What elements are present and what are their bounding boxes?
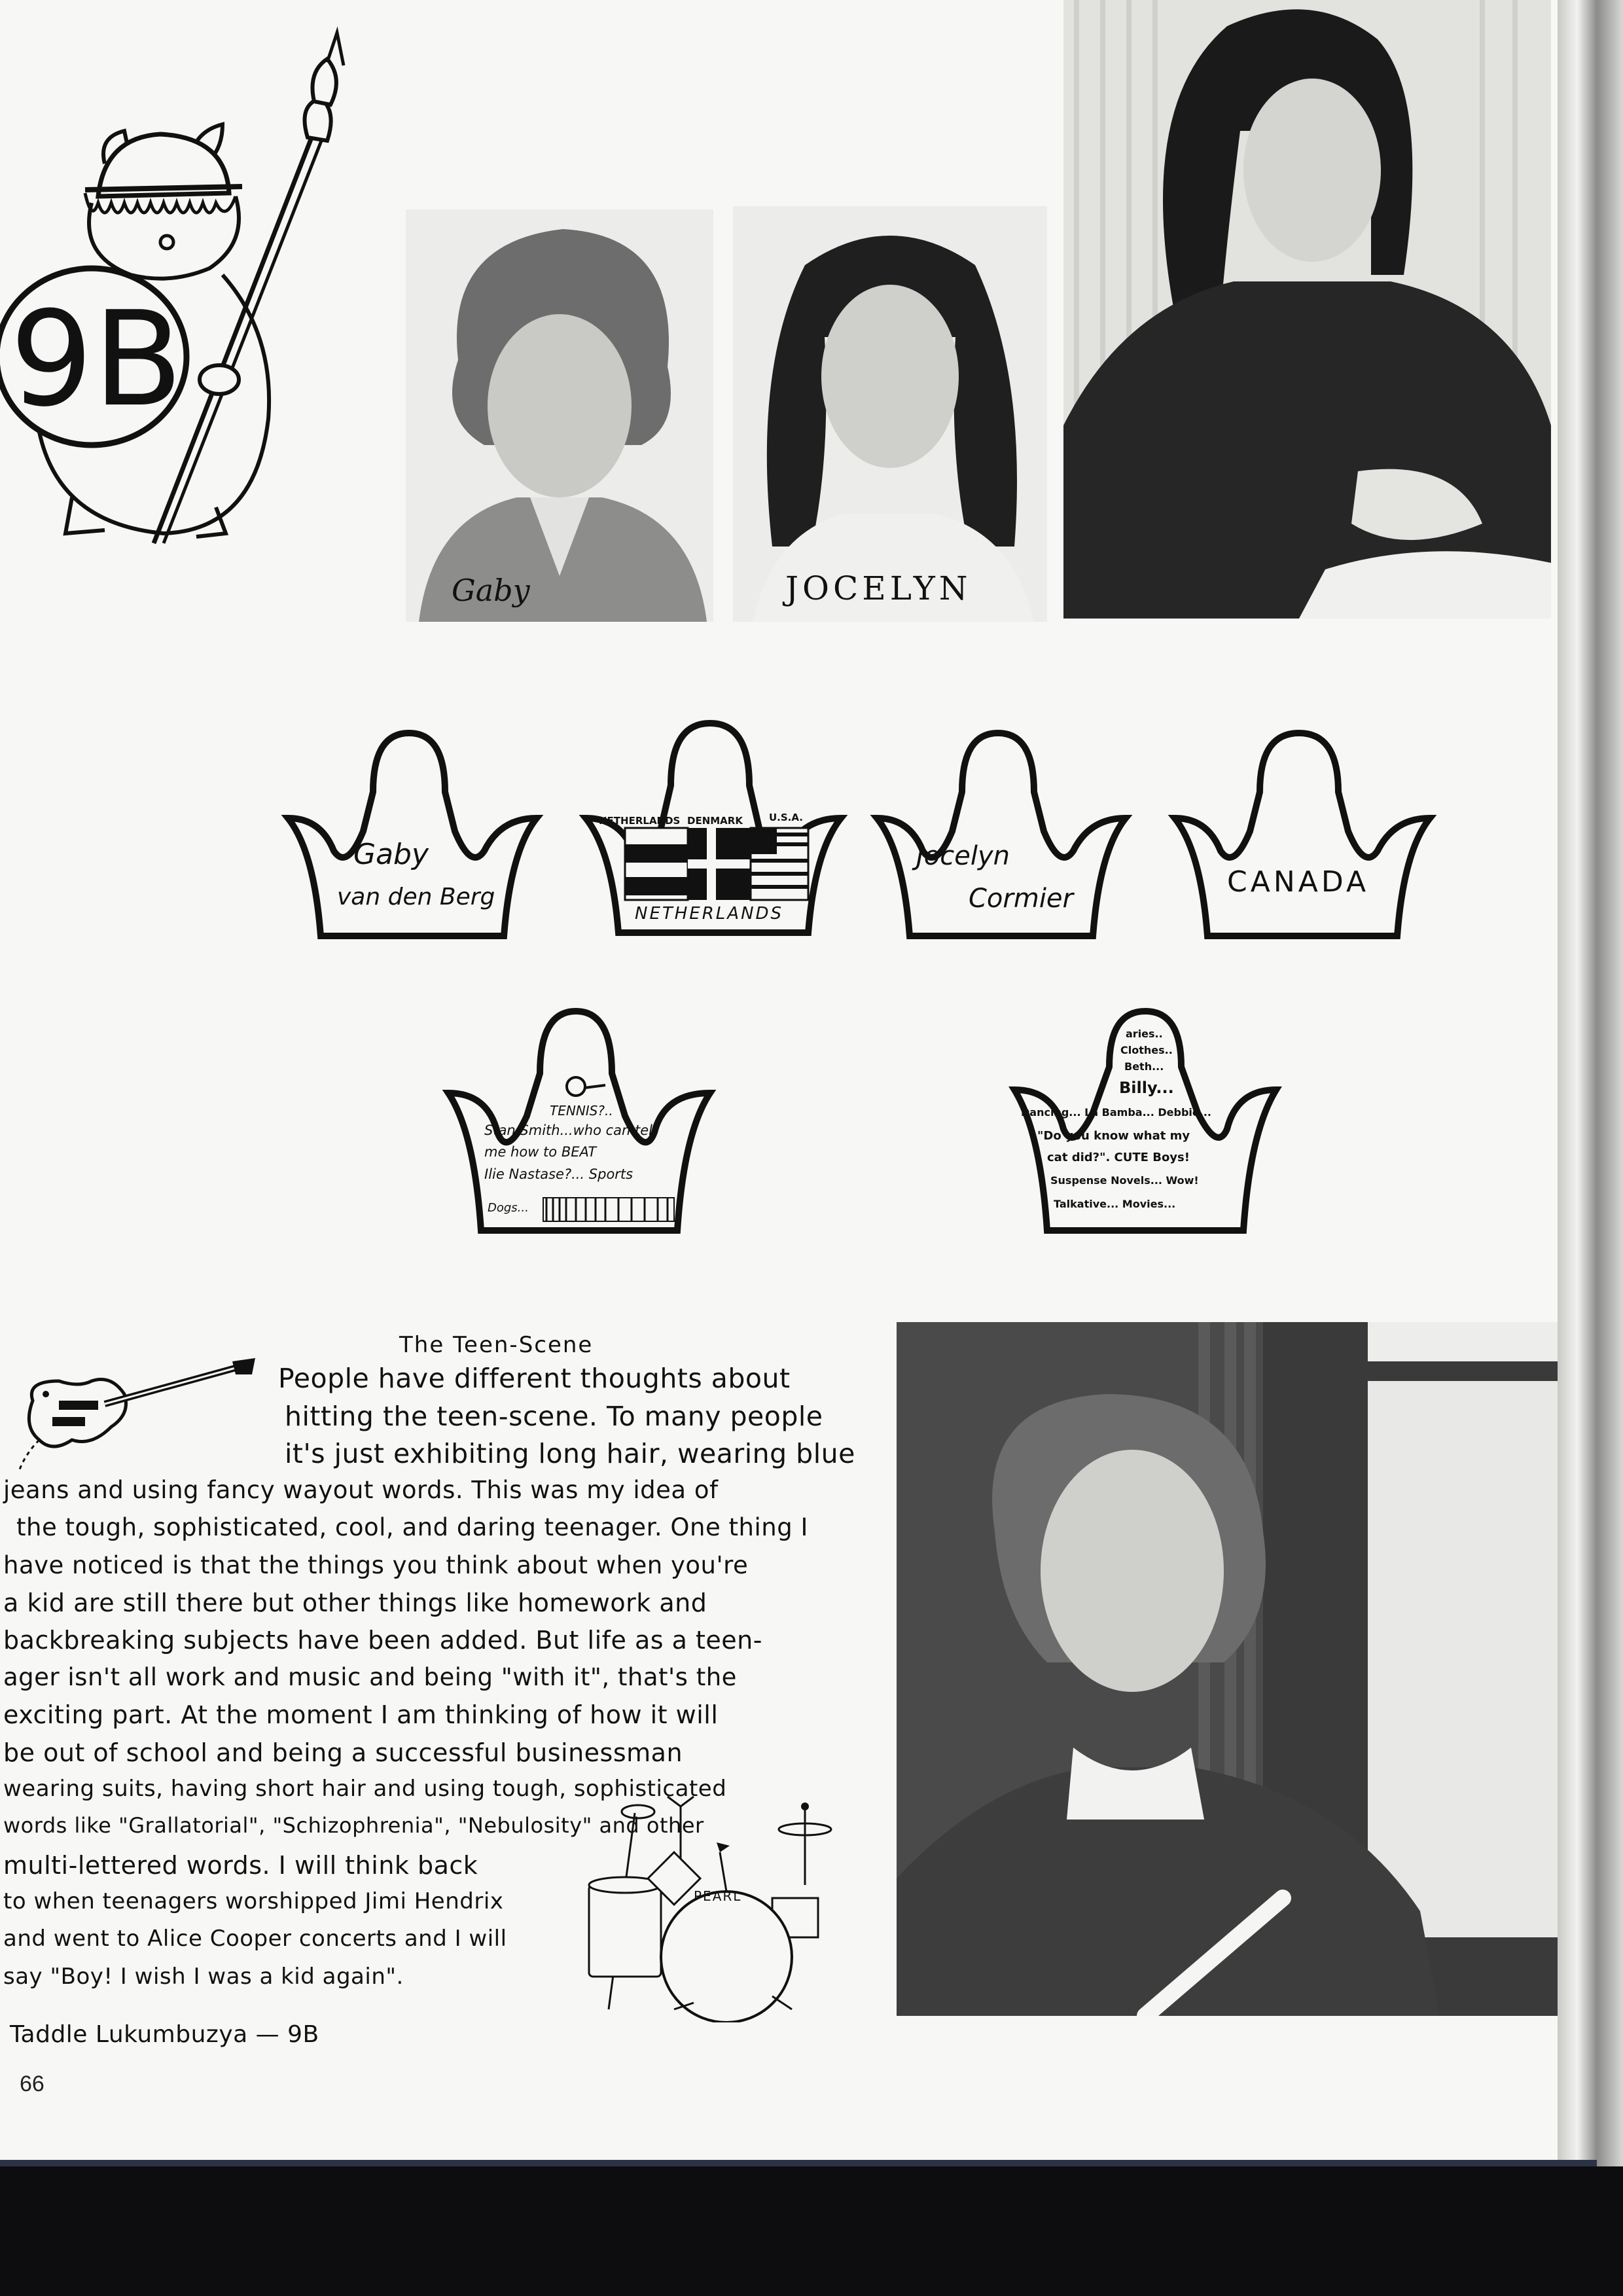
mascot-label: 9B (10, 283, 183, 436)
guitar-drawing (13, 1355, 262, 1473)
crown-text-line: Stan Smith...who can tell (484, 1122, 656, 1138)
essay-line: have noticed is that the things you think about when you're (3, 1551, 749, 1579)
essay-line: backbreaking subjects have been added. But life as a teen- (3, 1626, 762, 1655)
crown-text-line: me how to BEAT (484, 1144, 597, 1160)
drum-kit-drawing (582, 1793, 857, 2022)
crown-text-line1: Jocelyn (916, 841, 1010, 871)
essay-line: wearing suits, having short hair and using tough, sophisticated (3, 1776, 727, 1802)
crown-text-line1: NETHERLANDS (635, 904, 784, 924)
essay-author: Taddle Lukumbuzya — 9B (10, 2021, 319, 2048)
crown-text-line: cat did?". CUTE Boys! (1047, 1151, 1190, 1164)
scan-background (0, 2166, 1623, 2296)
crown-flags (573, 710, 854, 939)
essay-line: People have different thoughts about (278, 1363, 791, 1394)
crown-text-line: Dogs... (488, 1201, 529, 1215)
crown-text-line1: Gaby (353, 838, 429, 871)
essay-line: jeans and using fancy wayout words. This was my idea of (3, 1476, 719, 1504)
essay-line: multi-lettered words. I will think back (3, 1851, 478, 1880)
flag-label: DENMARK (687, 815, 743, 827)
flag-label: NETHERLANDS (599, 815, 681, 827)
essay-line: hitting the teen-scene. To many people (285, 1401, 823, 1432)
portrait-signature: Gaby (452, 573, 530, 608)
crown-text-line: Talkative... Movies... (1054, 1198, 1176, 1210)
crown-interests-gaby (435, 1001, 723, 1237)
crown-interests-jocelyn (1001, 1001, 1289, 1237)
essay-title: The Teen-Scene (399, 1332, 594, 1358)
flag-label: U.S.A. (769, 812, 803, 823)
crown-text-line: aries.. (1126, 1028, 1163, 1040)
crown-text-line1: CANADA (1227, 865, 1370, 899)
page-number: 66 (20, 2072, 45, 2096)
essay-line: a kid are still there but other things like homework and (3, 1588, 707, 1617)
crown-text-line2: van den Berg (337, 884, 495, 910)
crown-country-canada (1162, 720, 1443, 942)
essay-line: exciting part. At the moment I am thinking of how it will (3, 1700, 719, 1729)
crown-text-line: Beth... (1124, 1060, 1164, 1073)
candid-photo-student (897, 1322, 1564, 2016)
essay-line: be out of school and being a successful businessman (3, 1738, 683, 1767)
essay-line: say "Boy! I wish I was a kid again". (3, 1964, 404, 1990)
crown-text-line: "Do you know what my (1037, 1129, 1190, 1143)
drum-label: PEARL (694, 1888, 742, 1904)
portrait-signature: JOCELYN (785, 569, 972, 607)
crown-text-line: Dancing... La Bamba... Debbie... (1021, 1106, 1211, 1119)
crown-text-line: TENNIS?.. (550, 1103, 613, 1119)
crown-text-line: Billy... (1119, 1079, 1174, 1097)
crown-text-line: Suspense Novels... Wow! (1050, 1174, 1199, 1187)
essay-line: words like "Grallatorial", "Schizophrenia", "Nebulosity" and other (3, 1813, 704, 1838)
crown-text-line: Clothes.. (1120, 1044, 1173, 1056)
essay-line: it's just exhibiting long hair, wearing blue (285, 1438, 855, 1469)
crown-name-gaby (275, 720, 550, 942)
essay-line: to when teenagers worshipped Jimi Hendrix (3, 1888, 504, 1914)
book-spine (1558, 0, 1623, 2166)
essay-line: and went to Alice Cooper concerts and I will (3, 1926, 507, 1952)
portrait-photo-gaby (406, 209, 713, 622)
crown-name-jocelyn (864, 720, 1139, 942)
essay-line: the tough, sophisticated, cool, and daring teenager. One thing I (16, 1513, 808, 1541)
crown-text-line: Ilie Nastase?... Sports (484, 1166, 633, 1182)
essay-line: ager isn't all work and music and being "with it", that's the (3, 1663, 737, 1691)
mascot-drawing (0, 26, 366, 550)
crown-text-line2: Cormier (969, 884, 1073, 914)
portrait-photo-jocelyn (733, 206, 1047, 622)
candid-photo-writing (1063, 0, 1551, 619)
